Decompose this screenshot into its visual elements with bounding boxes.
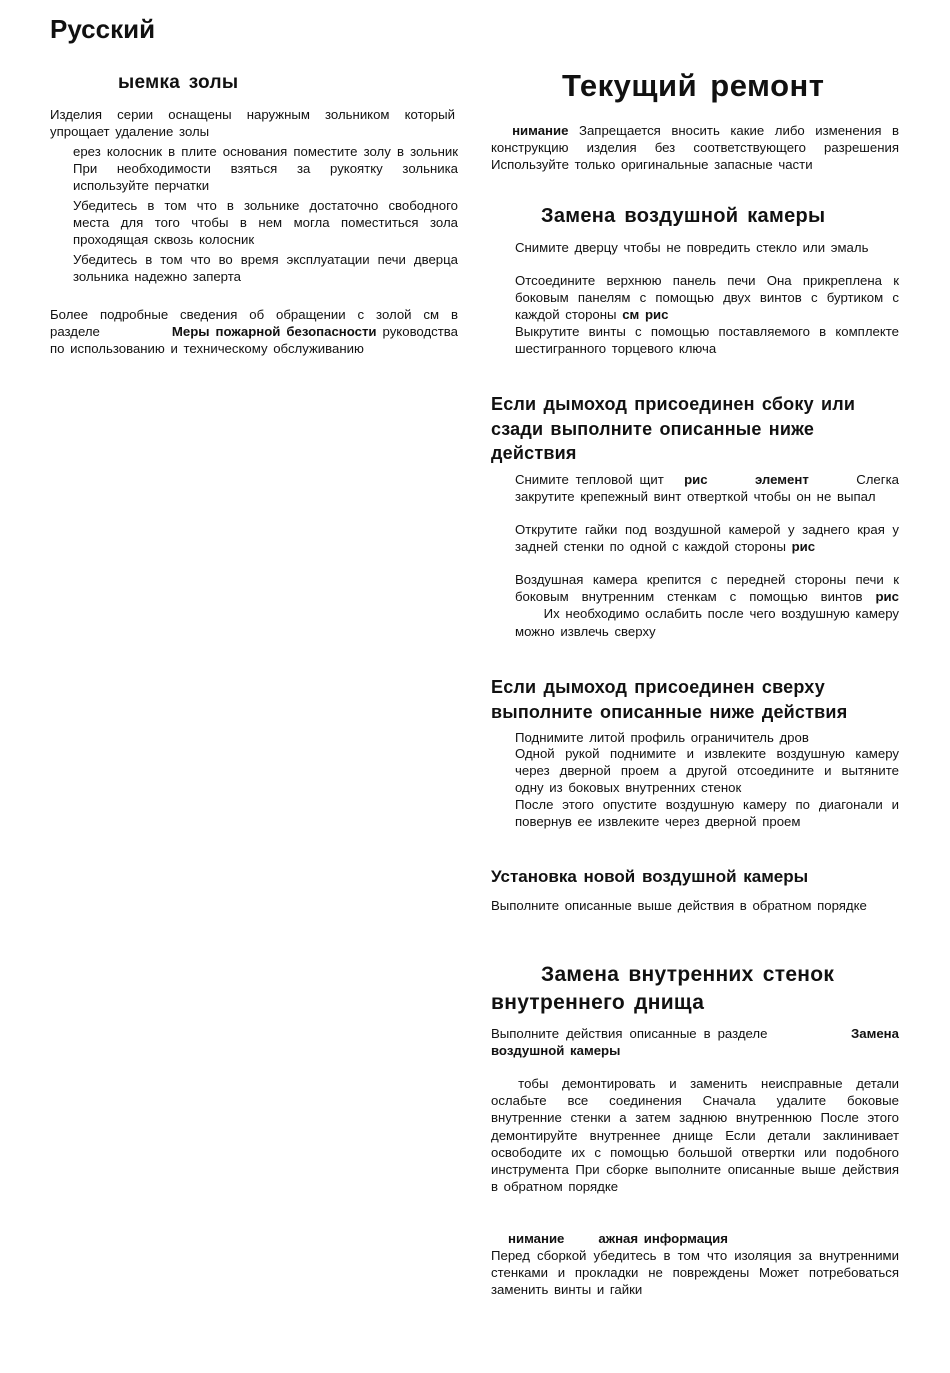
ash-step-2: Убедитесь в том что в зольнике достаточно свободного места для того чтобы в нем могла поместиться зола проходящая сквозь колосник [73,198,458,248]
air-chamber-heading: Замена воздушной камеры [541,205,826,227]
walls-heading-line-1: Замена внутренних стенок [541,963,835,986]
warning-note [491,122,899,174]
ash-more-info [50,306,458,358]
figure-ref: рис [875,589,899,605]
air-chamber-reference: Замена воздушной камеры [491,1026,899,1059]
walls-para-1 [491,1025,899,1059]
side-rear-step-1-a: Снимите тепловой щит [515,472,664,487]
ash-step-3: Убедитесь в том что во время эксплуатации печи дверца зольника надежно заперта [73,252,458,285]
top-flue-step-2: Одной рукой поднимите и извлеките воздушную камеру через дверной проем а другой отсоедините и вытяните одну из боковых внутренних стенок [515,746,899,796]
air-chamber-step-2 [515,272,899,324]
figure-ref: рис [684,472,708,487]
side-rear-step-2-text: Открутите гайки под воздушной камерой у заднего края у задней стенки по одной с каждой стороны [515,522,899,555]
side-rear-flue-heading: Если дымоход присоединен сбоку или сзади выполните описанные ниже действия [491,394,856,463]
language-heading: Русский [50,14,156,44]
notice-text: Перед сборкой убедитесь в том что изоляция за внутренними стенками и прокладки не повреждены Может потребоваться заменить винты и гайки [491,1248,899,1298]
side-rear-step-1 [515,471,899,505]
install-heading: Установка новой воздушной камеры [491,867,809,886]
notice-label-2: ажная информация [598,1231,728,1246]
side-rear-step-3-a: Воздушная камера крепится с передней стороны печи к боковым внутренним стенкам с помощью винтов [515,572,899,605]
top-flue-heading: Если дымоход присоединен сверху выполните описанные ниже действия [491,677,848,722]
figure-ref: рис [791,539,816,555]
see-figure-ref: см рис [622,307,669,323]
side-rear-step-2 [515,521,899,555]
warning-label: нимание [512,123,569,138]
notice-label-line [491,1230,899,1247]
install-text: Выполните описанные выше действия в обратном порядке [491,898,867,913]
air-chamber-step-2-text: Отсоедините верхнюю панель печи Она прикреплена к боковым панелям с помощью двух винтов с буртиком с каждой стороны [515,273,899,323]
ash-removal-heading: ыемка золы [118,72,239,93]
air-chamber-step-1: Снимите дверцу чтобы не повредить стекло или эмаль [515,240,869,255]
side-rear-step-1-b: Слегка закрутите крепежный винт отверткой чтобы он не выпал [515,472,899,505]
warning-text: Запрещается вносить какие либо изменения в конструкцию изделия без соответствующего разрешения Используйте только оригинальные запасные части [491,123,899,173]
more-info-suffix: руководства по использованию и техническому обслуживанию [50,324,458,357]
element-ref: элемент [754,472,809,487]
notice-label-1: нимание [508,1231,565,1246]
top-flue-step-1: Поднимите литой профиль ограничитель дров [515,730,809,745]
side-rear-step-3-b: Их необходимо ослабить после чего воздушную камеру можно извлечь сверху [515,606,900,639]
page-title: Текущий ремонт [562,68,825,103]
walls-heading-line-2: внутреннего днища [491,991,705,1014]
top-flue-step-3: После этого опустите воздушную камеру по диагонали и повернув ее извлеките через дверной проем [515,797,899,830]
walls-para-1-text: Выполните действия описанные в разделе [491,1026,768,1041]
air-chamber-step-3: Выкрутите винты с помощью поставляемого в комплекте шестигранного торцевого ключа [515,324,899,357]
walls-para-2-text: тобы демонтировать и заменить неисправные детали ослабьте все соединения Сначала удалите боковые внутренние стенки а затем заднюю внутреннюю После этого демонтируйте внутреннее днище Если детали заклинивает освободите их с помощью большой отвертки или подобного инструмента При сборке выполните описанные выше действия в обратном порядке [491,1076,899,1195]
more-info-prefix: Более подробные сведения об обращении с золой см в разделе [50,307,458,340]
walls-para-2 [491,1075,899,1195]
ash-step-1: ерез колосник в плите основания поместите золу в зольник При необходимости взяться за рукоятку зольника используйте перчатки [73,144,458,194]
fire-safety-reference: Меры пожарной безопасности [171,324,377,340]
side-rear-step-3 [515,571,899,640]
ash-intro-text: Изделия серии оснащены наружным зольником который упрощает удаление золы [50,107,455,140]
